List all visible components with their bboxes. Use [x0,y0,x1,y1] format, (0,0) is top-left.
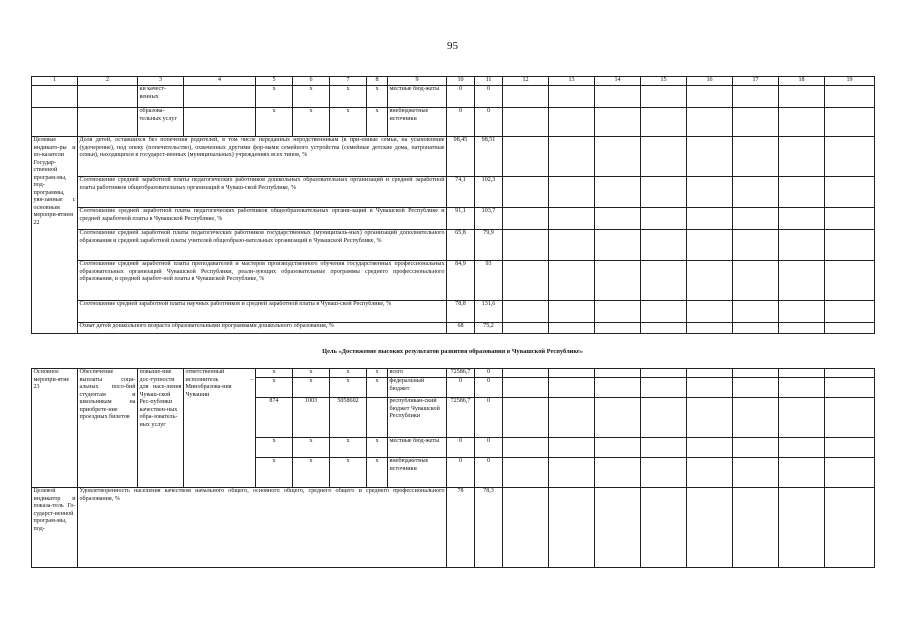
column-number: 15 [641,77,687,86]
measure-label: Основное меропри-ятие 23 [32,369,78,488]
table-row: Целевой индикатор и показа-тель Го-сударст-венной програм-мы, под- Удовлетворенность населения качеством начального общего, основного общего, среднего общего и среднего профессионального образования, % 78 78,3 [32,488,875,568]
cell-funding-source: внебюджетные источники [388,458,447,488]
column-number: 12 [503,77,549,86]
table-row: х х х х местные бюд-жеты 0 0 [32,438,875,458]
column-number-row [32,77,875,86]
table-row: 874 1003 5058602 республикан-ский бюджет Чувашской Республики 72586,7 0 [32,398,875,438]
cell-funding-source: местные бюд-жеты [388,86,447,108]
column-number: 7 [330,77,367,86]
cell-funding-source: местные бюд-жеты [388,438,447,458]
column-number: 5 [256,77,293,86]
table-row: х х х х внебюджетные источники 0 0 [32,458,875,488]
column-number: 11 [475,77,503,86]
measure-name: Обеспечение выплаты соци-альных посо-бий студентам и школьникам на приобрете-ние проездных билетов [78,369,138,488]
column-number: 10 [447,77,475,86]
cell-funding-source: внебюджетные источники [388,108,447,137]
table-row: Соотношение средней заработной платы научных работников и средней заработной платы в Чуваш-ской Республике, % 78,8 131,6 [32,301,875,323]
table-row: Охват детей дошкольного возраста образовательными программами дошкольного образования, % 68 75,2 [32,323,875,334]
cell-purpose: образова-тельных услуг [138,108,184,137]
column-number: 4 [184,77,256,86]
column-number: 14 [595,77,641,86]
table-row: Соотношение средней заработной платы педагогических работников государственных (муниципаль-ных) организаций дополнительного образования и средней заработной платы учителей общеобразо-вательных организаций в Чувашской Республике, % 65,8 79,9 [32,230,875,261]
table-row: ки качест-венных х х х х местные бюд-жеты 0 0 [32,86,875,108]
table-upper [31,76,875,334]
column-number: 2 [78,77,138,86]
column-number: 13 [549,77,595,86]
goal-heading: Цель «Достижение высоких результатов развития образования в Чувашской Республике» [322,348,583,355]
indicator-text: Соотношение средней заработной платы научных работников и средней заработной платы в Чуваш-ской Республике, % [78,301,447,323]
column-number: 17 [733,77,779,86]
column-number: 19 [825,77,875,86]
measure-executor: ответственный исполнитель – Минобразова-ния Чувашии [184,369,256,488]
column-number: 3 [138,77,184,86]
column-number: 18 [779,77,825,86]
indicator-label: Целевой индикатор и показа-тель Го-сударст-венной програм-мы, под- [32,488,78,568]
indicator-text: Удовлетворенность населения качеством начального общего, основного общего, среднего общего и среднего профессионального образования, % [78,488,447,568]
column-number: 16 [687,77,733,86]
indicator-text: Соотношение средней заработной платы педагогических работников общеобразовательных органи-заций в Чувашской Республике и средней заработной платы в Чувашской Республике, % [78,208,447,230]
indicator-text: Соотношение средней заработной платы педагогических работников дошкольных образовательных организаций и средней заработной платы работников общеобразовательных организаций в Чуваш-ской Республике, % [78,177,447,208]
indicator-text: Доля детей, оставшихся без попечения родителей, в том числе переданных неродственникам (в при-емные семьи, на усыновление (удочерение), под опеку (попечительство), охваченных другими фор-мами семейного устройства (семейные детские дома, патронатные семьи), находящихся в государст-венных (муниципальных) учреждениях всех типов, % [78,137,447,177]
cell-funding-source: федеральный бюджет [388,378,447,398]
column-number: 1 [32,77,78,86]
indicator-label: Целевые индикато-ры и по-казатели Государ-ственной програм-мы, под-программы, увя-занные с основным меропри-ятием 22 [32,137,78,334]
measure-purpose: повыше-ние дос-тупности для насе-ления Чуваш-ской Рес-публики качествен-ных обра-зователь-ных услуг [138,369,184,488]
page-number: 95 [447,40,458,52]
table-row: Соотношение средней заработной платы педагогических работников дошкольных образовательных организаций и средней заработной платы работников общеобразовательных организаций в Чуваш-ской Республике, % 74,1 102,3 [32,177,875,208]
table-row: Целевые индикато-ры и по-казатели Государ-ственной програм-мы, под-программы, увя-занные с основным меропри-ятием 22 Доля детей, оставшихся без попечения родителей, в том числе переданных неродственникам (в при-емные семьи, на усыновление (удочерение), под опеку (попечительство), охваченных другими фор-мами семейного устройства (семейные детские дома, патронатные семьи), находящихся в государст-венных (муниципальных) учреждениях всех типов, % 98,45 98,51 [32,137,875,177]
cell-funding-source: всего [388,369,447,378]
indicator-text: Соотношение средней заработной платы педагогических работников государственных (муниципаль-ных) организаций дополнительного образования и средней заработной платы учителей общеобразо-вательных организаций в Чувашской Республике, % [78,230,447,261]
table-row: х х х х федеральный бюджет 0 0 [32,378,875,398]
indicator-text: Соотношение средней заработной платы преподавателей и мастеров производственного обучения государственных профессиональных образовательных организаций Чувашской Республики, реали-зующих образовательные программы среднего профессионального образования, и средней заработ-ной платы в Чувашской Республике, % [78,261,447,301]
column-number: 6 [293,77,330,86]
table-row: образова-тельных услуг х х х х внебюджетные источники 0 0 [32,108,875,137]
table-row: Соотношение средней заработной платы преподавателей и мастеров производственного обучения государственных профессиональных образовательных организаций Чувашской Республики, реали-зующих образовательные программы среднего профессионального образования, и средней заработ-ной платы в Чувашской Республике, % 84,9 93 [32,261,875,301]
column-number: 8 [367,77,388,86]
table-row: Соотношение средней заработной платы педагогических работников общеобразовательных органи-заций в Чувашской Республике и средней заработной платы в Чувашской Республике, % 91,1 103,7 [32,208,875,230]
cell-funding-source: республикан-ский бюджет Чувашской Республики [388,398,447,438]
table-row: Основное меропри-ятие 23 Обеспечение выплаты соци-альных посо-бий студентам и школьникам на приобрете-ние проездных билетов повыше-ние дос-тупности для насе-ления Чуваш-ской Рес-публики качествен-ных обра-зователь-ных услуг ответственный исполнитель – Минобразова-ния Чувашии х х х х всего 72586,7 0 [32,369,875,378]
table-lower [31,368,875,568]
indicator-text: Охват детей дошкольного возраста образовательными программами дошкольного образования, % [78,323,447,334]
cell-purpose: ки качест-венных [138,86,184,108]
column-number: 9 [388,77,447,86]
